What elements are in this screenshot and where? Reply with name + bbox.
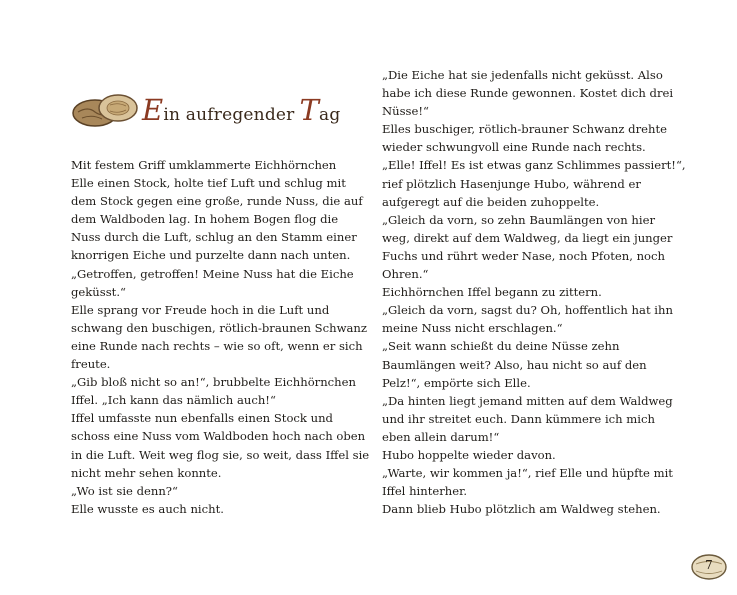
text-line: habe ich diese Runde gewonnen. Kostet dich drei [382, 86, 674, 101]
text-line: Ohren.“ [382, 267, 429, 282]
text-line: Nuss durch die Luft, schlug an den Stamm einer [71, 230, 357, 245]
text-line: Hubo hoppelte wieder davon. [382, 447, 556, 462]
chapter-title [142, 92, 341, 127]
text-line: Iffel umfasste nun ebenfalls einen Stock und [71, 411, 333, 426]
text-line: Pelz!“, empörte sich Elle. [382, 375, 531, 390]
text-line: nicht mehr sehen konnte. [71, 465, 222, 480]
text-line: Eichhörnchen Iffel begann zu zittern. [382, 285, 602, 300]
text-line: dem Waldboden lag. In hohem Bogen flog die [71, 212, 339, 227]
text-line: rief plötzlich Hasenjunge Hubo, während er [382, 176, 641, 191]
text-line: Nüsse!“ [382, 104, 429, 119]
title-initial-2: T [299, 92, 320, 127]
text-line: geküsst.“ [71, 284, 126, 299]
text-line: meine Nuss nicht erschlagen.“ [382, 321, 563, 336]
text-line: weg, direkt auf dem Waldweg, da liegt ein junger [382, 230, 673, 245]
text-line: Elle sprang vor Freude hoch in die Luft und [71, 302, 330, 317]
title-word-1: in aufregender [163, 104, 295, 125]
page-number-label: 7 [705, 558, 713, 572]
text-line: „Warte, wir kommen ja!“, rief Elle und hüpfte mit [382, 466, 673, 481]
left-text-column [71, 156, 369, 518]
text-line: Iffel. „Ich kann das nämlich auch!“ [71, 393, 276, 408]
text-line: „Gib bloß nicht so an!“, brubbelte Eichhörnchen [71, 375, 356, 390]
text-line: freute. [71, 357, 111, 372]
text-line: Dann blieb Hubo plötzlich am Waldweg stehen. [382, 502, 661, 517]
walnuts-icon [70, 90, 140, 130]
text-line: Fuchs und rührt weder Nase, noch Pfoten, noch [382, 248, 665, 263]
title-word-2: ag [319, 104, 341, 125]
text-line: knorrigen Eiche und purzelte dann nach unten. [71, 248, 351, 263]
text-line: „Elle! Iffel! Es ist etwas ganz Schlimmes passiert!“, [382, 158, 686, 173]
text-line: Elles buschiger, rötlich-brauner Schwanz drehte [382, 122, 667, 137]
text-line: aufgeregt auf die beiden zuhoppelte. [382, 194, 600, 209]
text-line: Baumlängen weit? Also, hau nicht so auf den [382, 357, 647, 372]
text-line: „Gleich da vorn, sagst du? Oh, hoffentlich hat ihn [382, 303, 673, 318]
text-line: Iffel hinterher. [382, 484, 468, 499]
text-line: wieder schwungvoll eine Runde nach rechts. [382, 140, 646, 155]
text-line: „Da hinten liegt jemand mitten auf dem Waldweg [382, 393, 673, 408]
text-line: Elle einen Stock, holte tief Luft und schlug mit [71, 176, 346, 191]
title-initial: E [142, 92, 164, 127]
text-line: Mit festem Griff umklammerte Eichhörnchen [71, 158, 337, 172]
text-line: „Getroffen, getroffen! Meine Nuss hat die Eiche [71, 266, 354, 281]
text-line: dem Stock gegen eine große, runde Nuss, die auf [71, 194, 363, 209]
chapter-heading [70, 89, 340, 131]
right-text-column [382, 66, 686, 518]
text-line: „Die Eiche hat sie jedenfalls nicht geküsst. Also [382, 68, 663, 82]
page-number [690, 552, 728, 582]
text-line: „Gleich da vorn, so zehn Baumlängen von hier [382, 212, 655, 227]
text-line: Elle wusste es auch nicht. [71, 501, 224, 516]
text-line: schoss eine Nuss vom Waldboden hoch nach oben [71, 429, 366, 444]
text-line: „Seit wann schießt du deine Nüsse zehn [382, 339, 620, 354]
text-line: eben allein darum!“ [382, 429, 500, 444]
text-line: „Wo ist sie denn?“ [71, 483, 178, 498]
text-line: und ihr streitet euch. Dann kümmere ich mich [382, 411, 655, 426]
text-line: schwang den buschigen, rötlich-braunen Schwanz [71, 320, 367, 335]
text-line: in die Luft. Weit weg flog sie, so weit, dass Iffel sie [71, 447, 370, 462]
text-line: eine Runde nach rechts – wie so oft, wenn er sich [71, 338, 363, 353]
